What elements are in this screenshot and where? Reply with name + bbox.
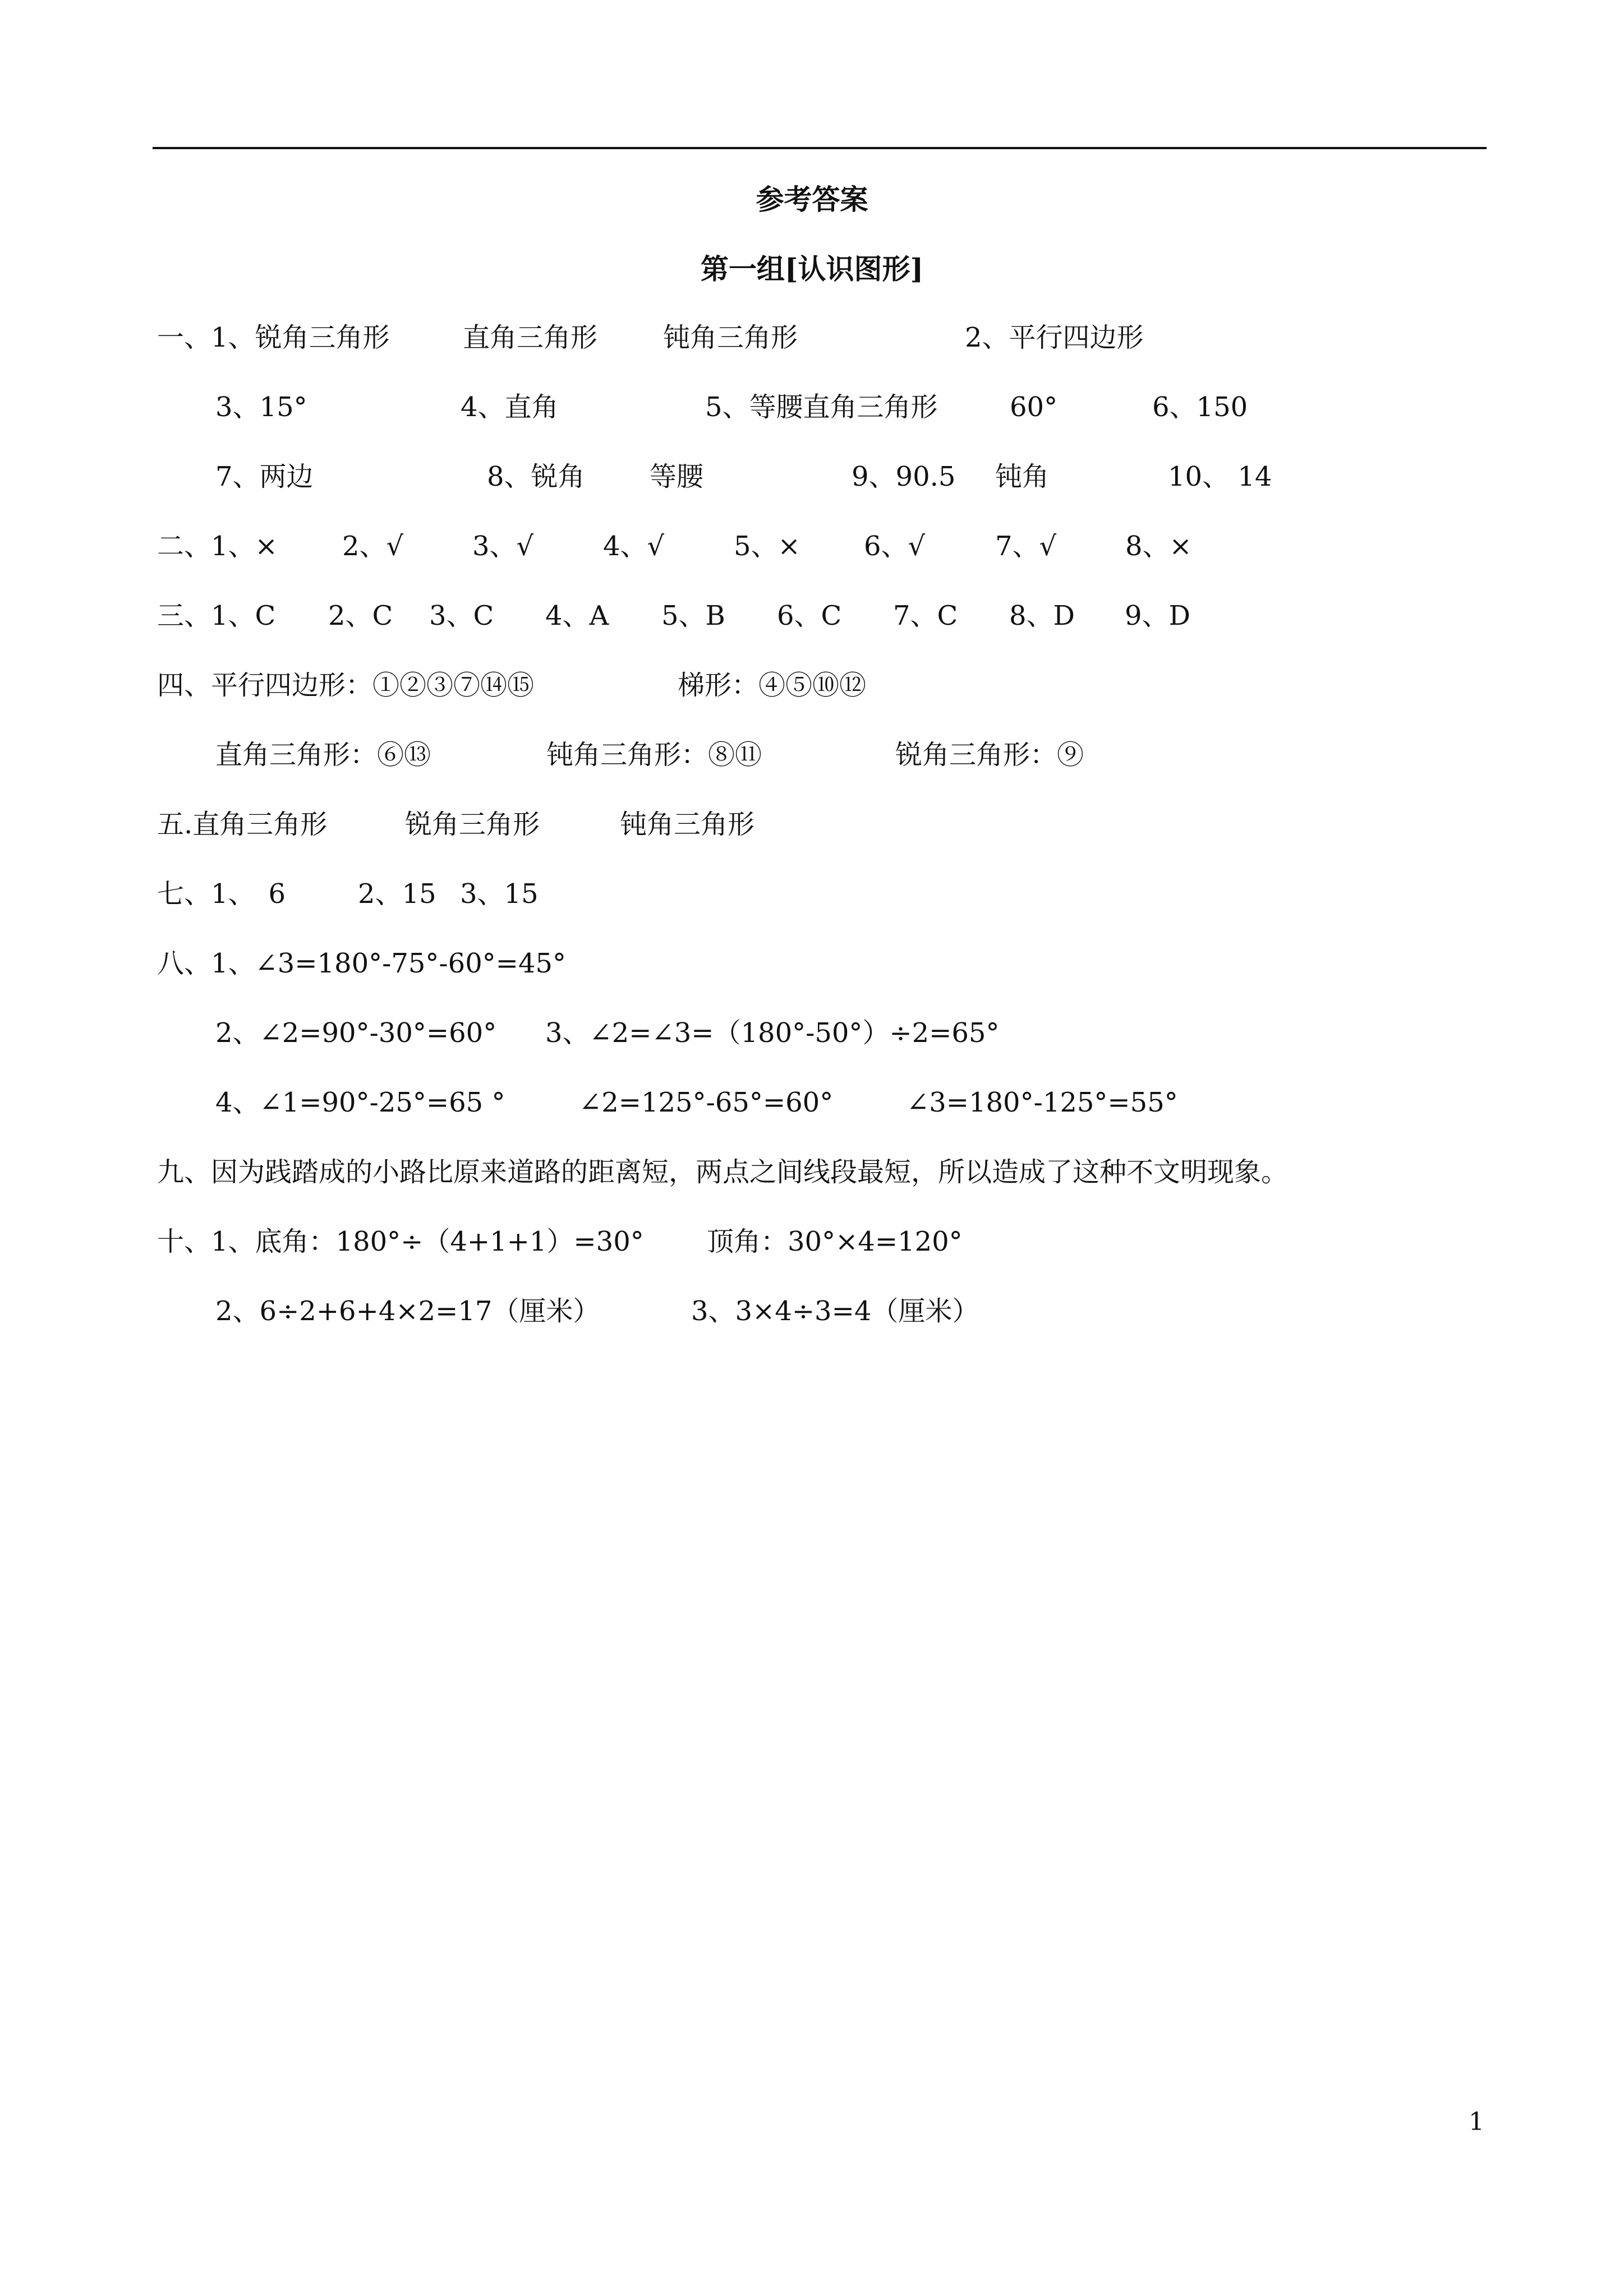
answer-item: 十、1、底角：180°÷（4+1+1）=30° (157, 1226, 644, 1257)
answer-item: 2、√ (342, 531, 404, 562)
answer-item: 6、150 (1152, 391, 1248, 423)
answer-item: 顶角：30°×4=120° (707, 1226, 963, 1257)
answer-item: 锐角三角形：⑨ (895, 739, 1084, 771)
answer-item: 4、A (545, 600, 609, 631)
answer-item: 9、90.5 (852, 461, 956, 492)
answer-item: 2、6÷2+6+4×2=17（厘米） (215, 1295, 600, 1327)
answer-item: 四、平行四边形：①②③⑦⑭⑮ (157, 670, 535, 701)
answer-item: 直角三角形：⑥⑬ (215, 739, 431, 771)
answer-item: 3、3×4÷3=4（厘米） (691, 1295, 979, 1327)
answer-item: 6、√ (864, 531, 926, 562)
answer-item: 3、C (429, 600, 494, 631)
answer-item: 5、等腰直角三角形 (705, 391, 938, 423)
answer-item: 9、D (1125, 600, 1191, 631)
answer-item: 2、C (328, 600, 393, 631)
answer-item: 七、1、 6 (157, 878, 286, 910)
answer-item: 8、× (1125, 531, 1192, 562)
answer-item: 60° (1010, 391, 1058, 423)
answer-item: 等腰 (650, 461, 704, 492)
answer-item: 梯形：④⑤⑩⑫ (678, 670, 867, 701)
answer-item: 5、B (661, 600, 725, 631)
answer-item: 八、1、∠3=180°-75°-60°=45° (157, 948, 567, 979)
answer-item: 二、1、× (157, 531, 278, 562)
answer-item: 钝角 (995, 461, 1050, 492)
answer-item: 10、 14 (1168, 461, 1272, 492)
answer-item: 6、C (777, 600, 842, 631)
answer-item: 4、∠1=90°-25°=65 ° (215, 1087, 505, 1118)
answer-item: 一、1、锐角三角形 (157, 322, 390, 353)
answer-item: 2、∠2=90°-30°=60° (215, 1017, 497, 1049)
section-title: 第一组[认识图形] (700, 252, 924, 285)
answer-item: ∠3=180°-125°=55° (907, 1087, 1178, 1118)
answer-item: 2、平行四边形 (965, 322, 1144, 353)
answer-item: 8、D (1009, 600, 1075, 631)
header-rule (153, 147, 1487, 149)
answer-item: 3、√ (472, 531, 534, 562)
answer-item: 五.直角三角形 (157, 809, 328, 840)
answer-item: ∠2=125°-65°=60° (579, 1087, 834, 1118)
answer-item: 5、× (734, 531, 801, 562)
answer-item: 4、√ (603, 531, 665, 562)
answer-item: 8、锐角 (487, 461, 585, 492)
answer-item: 三、1、C (157, 600, 276, 631)
answer-item: 3、∠2=∠3=（180°-50°）÷2=65° (545, 1017, 1000, 1049)
answer-item: 钝角三角形：⑧⑪ (546, 739, 762, 771)
answer-item: 2、15 (358, 878, 436, 910)
answer-item: 锐角三角形 (405, 809, 540, 840)
answer-item: 7、√ (995, 531, 1057, 562)
answer-item: 直角三角形 (463, 322, 598, 353)
answer-item: 4、直角 (461, 391, 559, 423)
answer-item: 九、因为践踏成的小路比原来道路的距离短，两点之间线段最短，所以造成了这种不文明现象。 (157, 1156, 1289, 1188)
answer-item: 7、C (893, 600, 958, 631)
page-title: 参考答案 (756, 183, 868, 216)
answer-item: 3、15 (460, 878, 539, 910)
page-number: 1 (1469, 2108, 1484, 2136)
answer-item: 钝角三角形 (663, 322, 798, 353)
answer-item: 钝角三角形 (620, 809, 755, 840)
answer-item: 7、两边 (215, 461, 314, 492)
answer-item: 3、15° (215, 391, 307, 423)
